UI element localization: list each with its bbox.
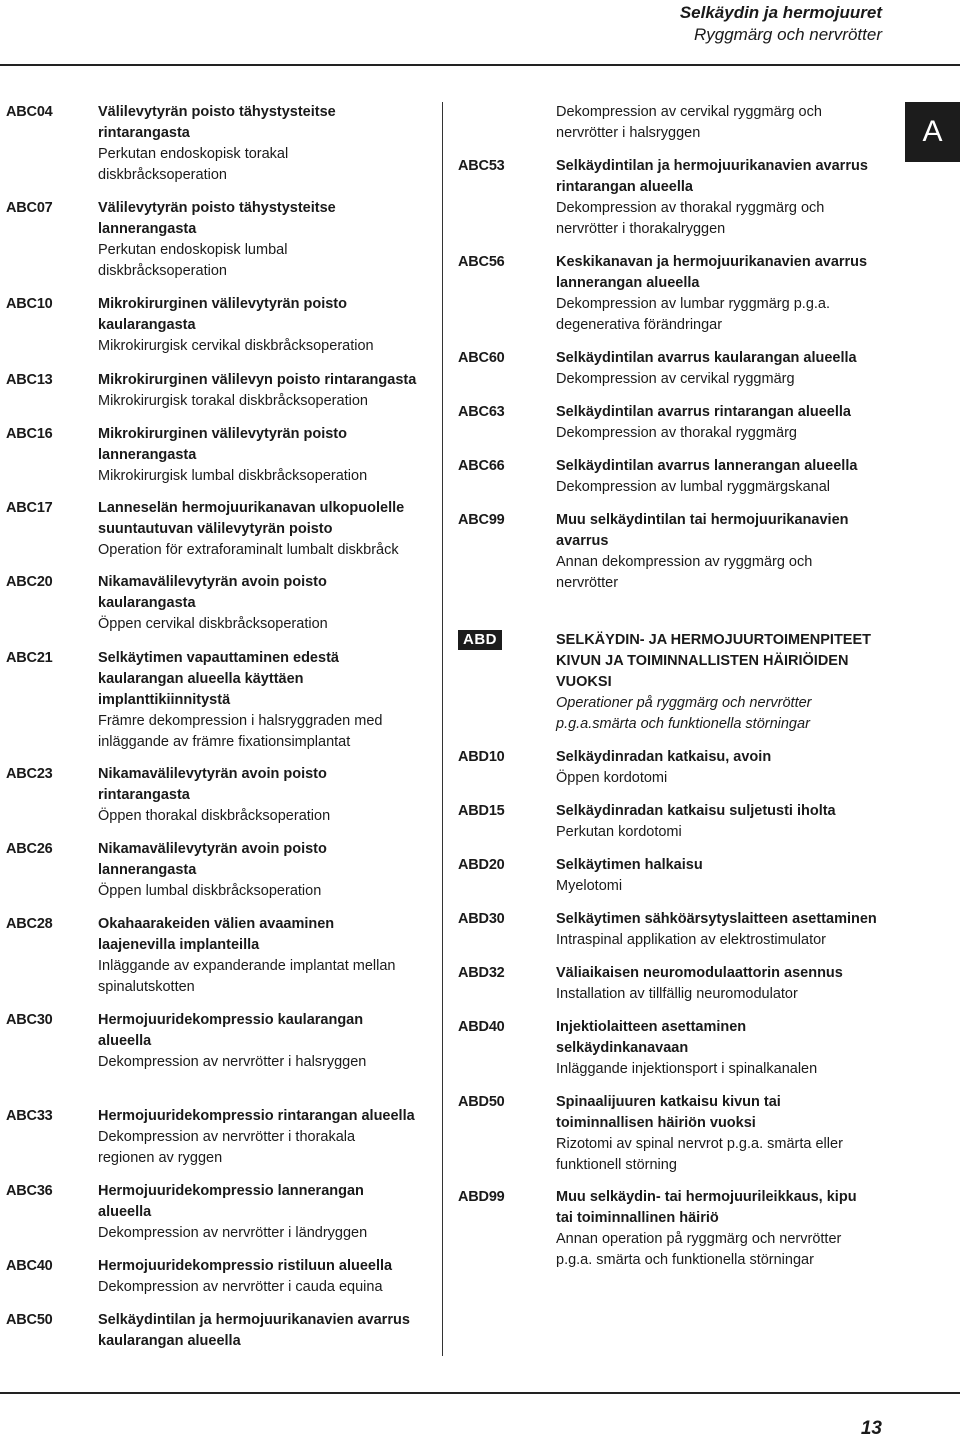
- procedure-code: ABC50: [6, 1312, 53, 1328]
- procedure-code: ABC13: [6, 372, 53, 388]
- procedure-text: [556, 252, 896, 336]
- swedish-name: Perkutan endoskopisk torakal: [98, 146, 289, 162]
- swedish-name: Mikrokirurgisk lumbal diskbråcksoperation: [98, 468, 368, 484]
- finnish-name: Nikamavälilevytyrän avoin poisto: [98, 841, 327, 857]
- swedish-name: nervrötter: [556, 575, 619, 591]
- finnish-name: rintarangasta: [98, 787, 190, 803]
- procedure-text: [98, 198, 428, 282]
- procedure-text: [556, 855, 896, 897]
- swedish-name: Dekompression av cervikal ryggmärg: [556, 371, 795, 387]
- swedish-name: Dekompression av lumbar ryggmärg p.g.a.: [556, 296, 831, 312]
- procedure-text: [98, 1106, 428, 1169]
- finnish-name: Keskikanavan ja hermojuurikanavien avarrus: [556, 254, 868, 270]
- procedure-code: ABC17: [6, 500, 53, 516]
- swedish-name: Mikrokirurgisk cervikal diskbråcksoperation: [98, 338, 374, 354]
- procedure-text: [98, 1256, 428, 1298]
- procedure-text: [556, 1187, 896, 1271]
- procedure-text: [98, 1181, 428, 1244]
- swedish-name: Öppen thorakal diskbråcksoperation: [98, 808, 331, 824]
- finnish-name: Muu selkäydintilan tai hermojuurikanavien: [556, 512, 849, 528]
- procedure-code: ABC33: [6, 1108, 53, 1124]
- procedure-code: ABC16: [6, 426, 53, 442]
- finnish-name: Muu selkäydin- tai hermojuurileikkaus, kipu: [556, 1189, 857, 1205]
- procedure-code: ABC23: [6, 766, 53, 782]
- procedure-text: [556, 1017, 896, 1080]
- procedure-code: ABC04: [6, 104, 53, 120]
- swedish-name: Mikrokirurgisk torakal diskbråcksoperation: [98, 393, 368, 409]
- section-title: VUOKSI: [556, 674, 612, 690]
- finnish-name: kaularangan alueella käyttäen: [98, 671, 304, 687]
- finnish-name: Väliaikaisen neuromodulaattorin asennus: [556, 965, 843, 981]
- procedure-code: ABC07: [6, 200, 53, 216]
- swedish-name: Öppen cervikal diskbråcksoperation: [98, 616, 328, 632]
- section-title: SELKÄYDIN- JA HERMOJUURTOIMENPITEET: [556, 632, 871, 648]
- swedish-name: Dekompression av lumbal ryggmärgskanal: [556, 479, 831, 495]
- finnish-name: tai toiminnallinen häiriö: [556, 1210, 719, 1226]
- finnish-name: alueella: [98, 1204, 152, 1220]
- page-header: [680, 2, 882, 46]
- procedure-text: [556, 102, 896, 144]
- chapter-tab: A: [905, 102, 960, 162]
- procedure-code: ABC53: [458, 158, 505, 174]
- finnish-name: Hermojuuridekompressio kaularangan: [98, 1012, 364, 1028]
- header-rule: [0, 64, 960, 66]
- procedure-text: [98, 914, 428, 998]
- procedure-code: ABD40: [458, 1019, 505, 1035]
- finnish-name: Mikrokirurginen välilevytyrän poisto: [98, 296, 347, 312]
- finnish-name: alueella: [98, 1033, 152, 1049]
- column-divider: [442, 102, 443, 1356]
- finnish-name: Hermojuuridekompressio rintarangan alueella: [98, 1108, 415, 1124]
- procedure-code: ABC99: [458, 512, 505, 528]
- finnish-name: Selkäydinradan katkaisu suljetusti iholta: [556, 803, 836, 819]
- procedure-text: [556, 510, 896, 594]
- procedure-text: [556, 801, 896, 843]
- swedish-name: Dekompression av nervrötter i cauda equina: [98, 1279, 383, 1295]
- procedure-text: [98, 424, 428, 487]
- swedish-name: inläggande av främre fixationsimplantat: [98, 734, 351, 750]
- procedure-code: ABC56: [458, 254, 505, 270]
- procedure-text: [98, 1310, 428, 1352]
- finnish-name: implanttikiinnitystä: [98, 692, 231, 708]
- swedish-name: Myelotomi: [556, 878, 623, 894]
- swedish-name: Dekompression av nervrötter i thorakala: [98, 1129, 356, 1145]
- finnish-name: Nikamavälilevytyrän avoin poisto: [98, 766, 327, 782]
- procedure-text: [98, 648, 428, 753]
- header-subtitle: Ryggmärg och nervrötter: [693, 25, 882, 44]
- swedish-name: Dekompression av thorakal ryggmärg och: [556, 200, 825, 216]
- finnish-name: avarrus: [556, 533, 609, 549]
- finnish-name: Hermojuuridekompressio lannerangan: [98, 1183, 364, 1199]
- swedish-name: p.g.a. smärta och funktionella störningar: [556, 1252, 814, 1268]
- finnish-name: selkäydinkanavaan: [556, 1040, 689, 1056]
- finnish-name: kaularangasta: [98, 317, 196, 333]
- swedish-name: Rizotomi av spinal nervrot p.g.a. smärta eller: [556, 1136, 843, 1152]
- section-code-badge: [458, 630, 502, 651]
- swedish-name: nervrötter i thorakalryggen: [556, 221, 726, 237]
- procedure-code: ABD99: [458, 1189, 505, 1205]
- procedure-code: ABC60: [458, 350, 505, 366]
- section-code: ABD: [458, 630, 502, 650]
- finnish-name: Selkäytimen halkaisu: [556, 857, 703, 873]
- swedish-name: Perkutan endoskopisk lumbal: [98, 242, 288, 258]
- procedure-text: [556, 963, 896, 1005]
- finnish-name: lannerangan alueella: [556, 275, 700, 291]
- swedish-name: spinalutskotten: [98, 979, 195, 995]
- procedure-text: [556, 456, 896, 498]
- finnish-name: laajenevilla implanteilla: [98, 937, 260, 953]
- section-title: KIVUN JA TOIMINNALLISTEN HÄIRIÖIDEN: [556, 653, 849, 669]
- swedish-name: Annan operation på ryggmärg och nervrötter: [556, 1231, 842, 1247]
- swedish-name: Inläggande av expanderande implantat mellan: [98, 958, 396, 974]
- section-text: [556, 630, 896, 735]
- finnish-name: Okahaarakeiden välien avaaminen: [98, 916, 335, 932]
- procedure-text: [98, 572, 428, 635]
- swedish-name: Perkutan kordotomi: [556, 824, 682, 840]
- procedure-code: ABD10: [458, 749, 505, 765]
- procedure-text: [98, 370, 428, 412]
- procedure-code: ABC63: [458, 404, 505, 420]
- swedish-name: Installation av tillfällig neuromodulator: [556, 986, 798, 1002]
- finnish-name: Lanneselän hermojuurikanavan ulkopuolelle: [98, 500, 405, 516]
- procedure-text: [98, 764, 428, 827]
- finnish-name: lannerangasta: [98, 447, 197, 463]
- swedish-name: Öppen kordotomi: [556, 770, 668, 786]
- finnish-name: Hermojuuridekompressio ristiluun alueella: [98, 1258, 393, 1274]
- finnish-name: suuntautuvan välilevytyrän poisto: [98, 521, 333, 537]
- procedure-code: ABD20: [458, 857, 505, 873]
- procedure-text: [98, 294, 428, 357]
- procedure-code: ABC20: [6, 574, 53, 590]
- finnish-name: Välilevytyrän poisto tähystysteitse: [98, 104, 336, 120]
- finnish-name: Nikamavälilevytyrän avoin poisto: [98, 574, 327, 590]
- procedure-code: ABC21: [6, 650, 53, 666]
- swedish-name: Dekompression av cervikal ryggmärg och: [556, 104, 822, 120]
- procedure-text: [556, 348, 896, 390]
- swedish-name: regionen av ryggen: [98, 1150, 223, 1166]
- finnish-name: Mikrokirurginen välilevyn poisto rintarangasta: [98, 372, 417, 388]
- finnish-name: Selkäytimen vapauttaminen edestä: [98, 650, 339, 666]
- swedish-name: funktionell störning: [556, 1157, 677, 1173]
- finnish-name: Selkäydintilan avarrus lannerangan alueella: [556, 458, 858, 474]
- finnish-name: lannerangasta: [98, 862, 197, 878]
- finnish-name: Mikrokirurginen välilevytyrän poisto: [98, 426, 347, 442]
- finnish-name: Spinaalijuuren katkaisu kivun tai: [556, 1094, 781, 1110]
- swedish-name: Annan dekompression av ryggmärg och: [556, 554, 813, 570]
- procedure-code: ABC26: [6, 841, 53, 857]
- finnish-name: Selkäydinradan katkaisu, avoin: [556, 749, 772, 765]
- procedure-code: ABD30: [458, 911, 505, 927]
- swedish-name: diskbråcksoperation: [98, 167, 227, 183]
- procedure-text: [98, 102, 428, 186]
- procedure-code: ABC30: [6, 1012, 53, 1028]
- swedish-name: Dekompression av nervrötter i halsryggen: [98, 1054, 367, 1070]
- section-subtitle: p.g.a.smärta och funktionella störningar: [556, 716, 810, 732]
- procedure-text: [556, 747, 896, 789]
- finnish-name: lannerangasta: [98, 221, 197, 237]
- swedish-name: Främre dekompression i halsryggraden med: [98, 713, 383, 729]
- swedish-name: Inläggande injektionsport i spinalkanalen: [556, 1061, 818, 1077]
- swedish-name: nervrötter i halsryggen: [556, 125, 701, 141]
- procedure-text: [556, 1092, 896, 1176]
- procedure-text: [556, 156, 896, 240]
- finnish-name: kaularangasta: [98, 595, 196, 611]
- swedish-name: Öppen lumbal diskbråcksoperation: [98, 883, 322, 899]
- procedure-code: ABD50: [458, 1094, 505, 1110]
- footer-rule: [0, 1392, 960, 1394]
- swedish-name: diskbråcksoperation: [98, 263, 227, 279]
- procedure-text: [556, 402, 896, 444]
- procedure-text: [98, 498, 428, 561]
- finnish-name: Selkäydintilan ja hermojuurikanavien avarrus: [98, 1312, 410, 1328]
- procedure-code: ABD32: [458, 965, 505, 981]
- procedure-code: ABC36: [6, 1183, 53, 1199]
- swedish-name: Dekompression av thorakal ryggmärg: [556, 425, 797, 441]
- swedish-name: degenerativa förändringar: [556, 317, 723, 333]
- procedure-text: [98, 1010, 428, 1073]
- procedure-code: ABC28: [6, 916, 53, 932]
- finnish-name: Välilevytyrän poisto tähystysteitse: [98, 200, 336, 216]
- finnish-name: Selkäydintilan ja hermojuurikanavien avarrus: [556, 158, 868, 174]
- finnish-name: kaularangan alueella: [98, 1333, 241, 1349]
- finnish-name: Selkäytimen sähköärsytyslaitteen asettaminen: [556, 911, 877, 927]
- procedure-code: ABD15: [458, 803, 505, 819]
- procedure-code: ABC10: [6, 296, 53, 312]
- finnish-name: Injektiolaitteen asettaminen: [556, 1019, 747, 1035]
- section-subtitle: Operationer på ryggmärg och nervrötter: [556, 695, 812, 711]
- page-number: 13: [860, 1418, 882, 1439]
- finnish-name: Selkäydintilan avarrus rintarangan alueella: [556, 404, 851, 420]
- swedish-name: Dekompression av nervrötter i ländryggen: [98, 1225, 368, 1241]
- procedure-code: ABC40: [6, 1258, 53, 1274]
- finnish-name: toiminnallisen häiriön vuoksi: [556, 1115, 756, 1131]
- swedish-name: Operation för extraforaminalt lumbalt diskbråck: [98, 542, 399, 558]
- finnish-name: rintarangan alueella: [556, 179, 693, 195]
- finnish-name: rintarangasta: [98, 125, 190, 141]
- procedure-text: [556, 909, 896, 951]
- procedure-text: [98, 839, 428, 902]
- swedish-name: Intraspinal applikation av elektrostimulator: [556, 932, 826, 948]
- header-title: Selkäydin ja hermojuuret: [679, 3, 882, 22]
- finnish-name: Selkäydintilan avarrus kaularangan alueella: [556, 350, 857, 366]
- procedure-code: ABC66: [458, 458, 505, 474]
